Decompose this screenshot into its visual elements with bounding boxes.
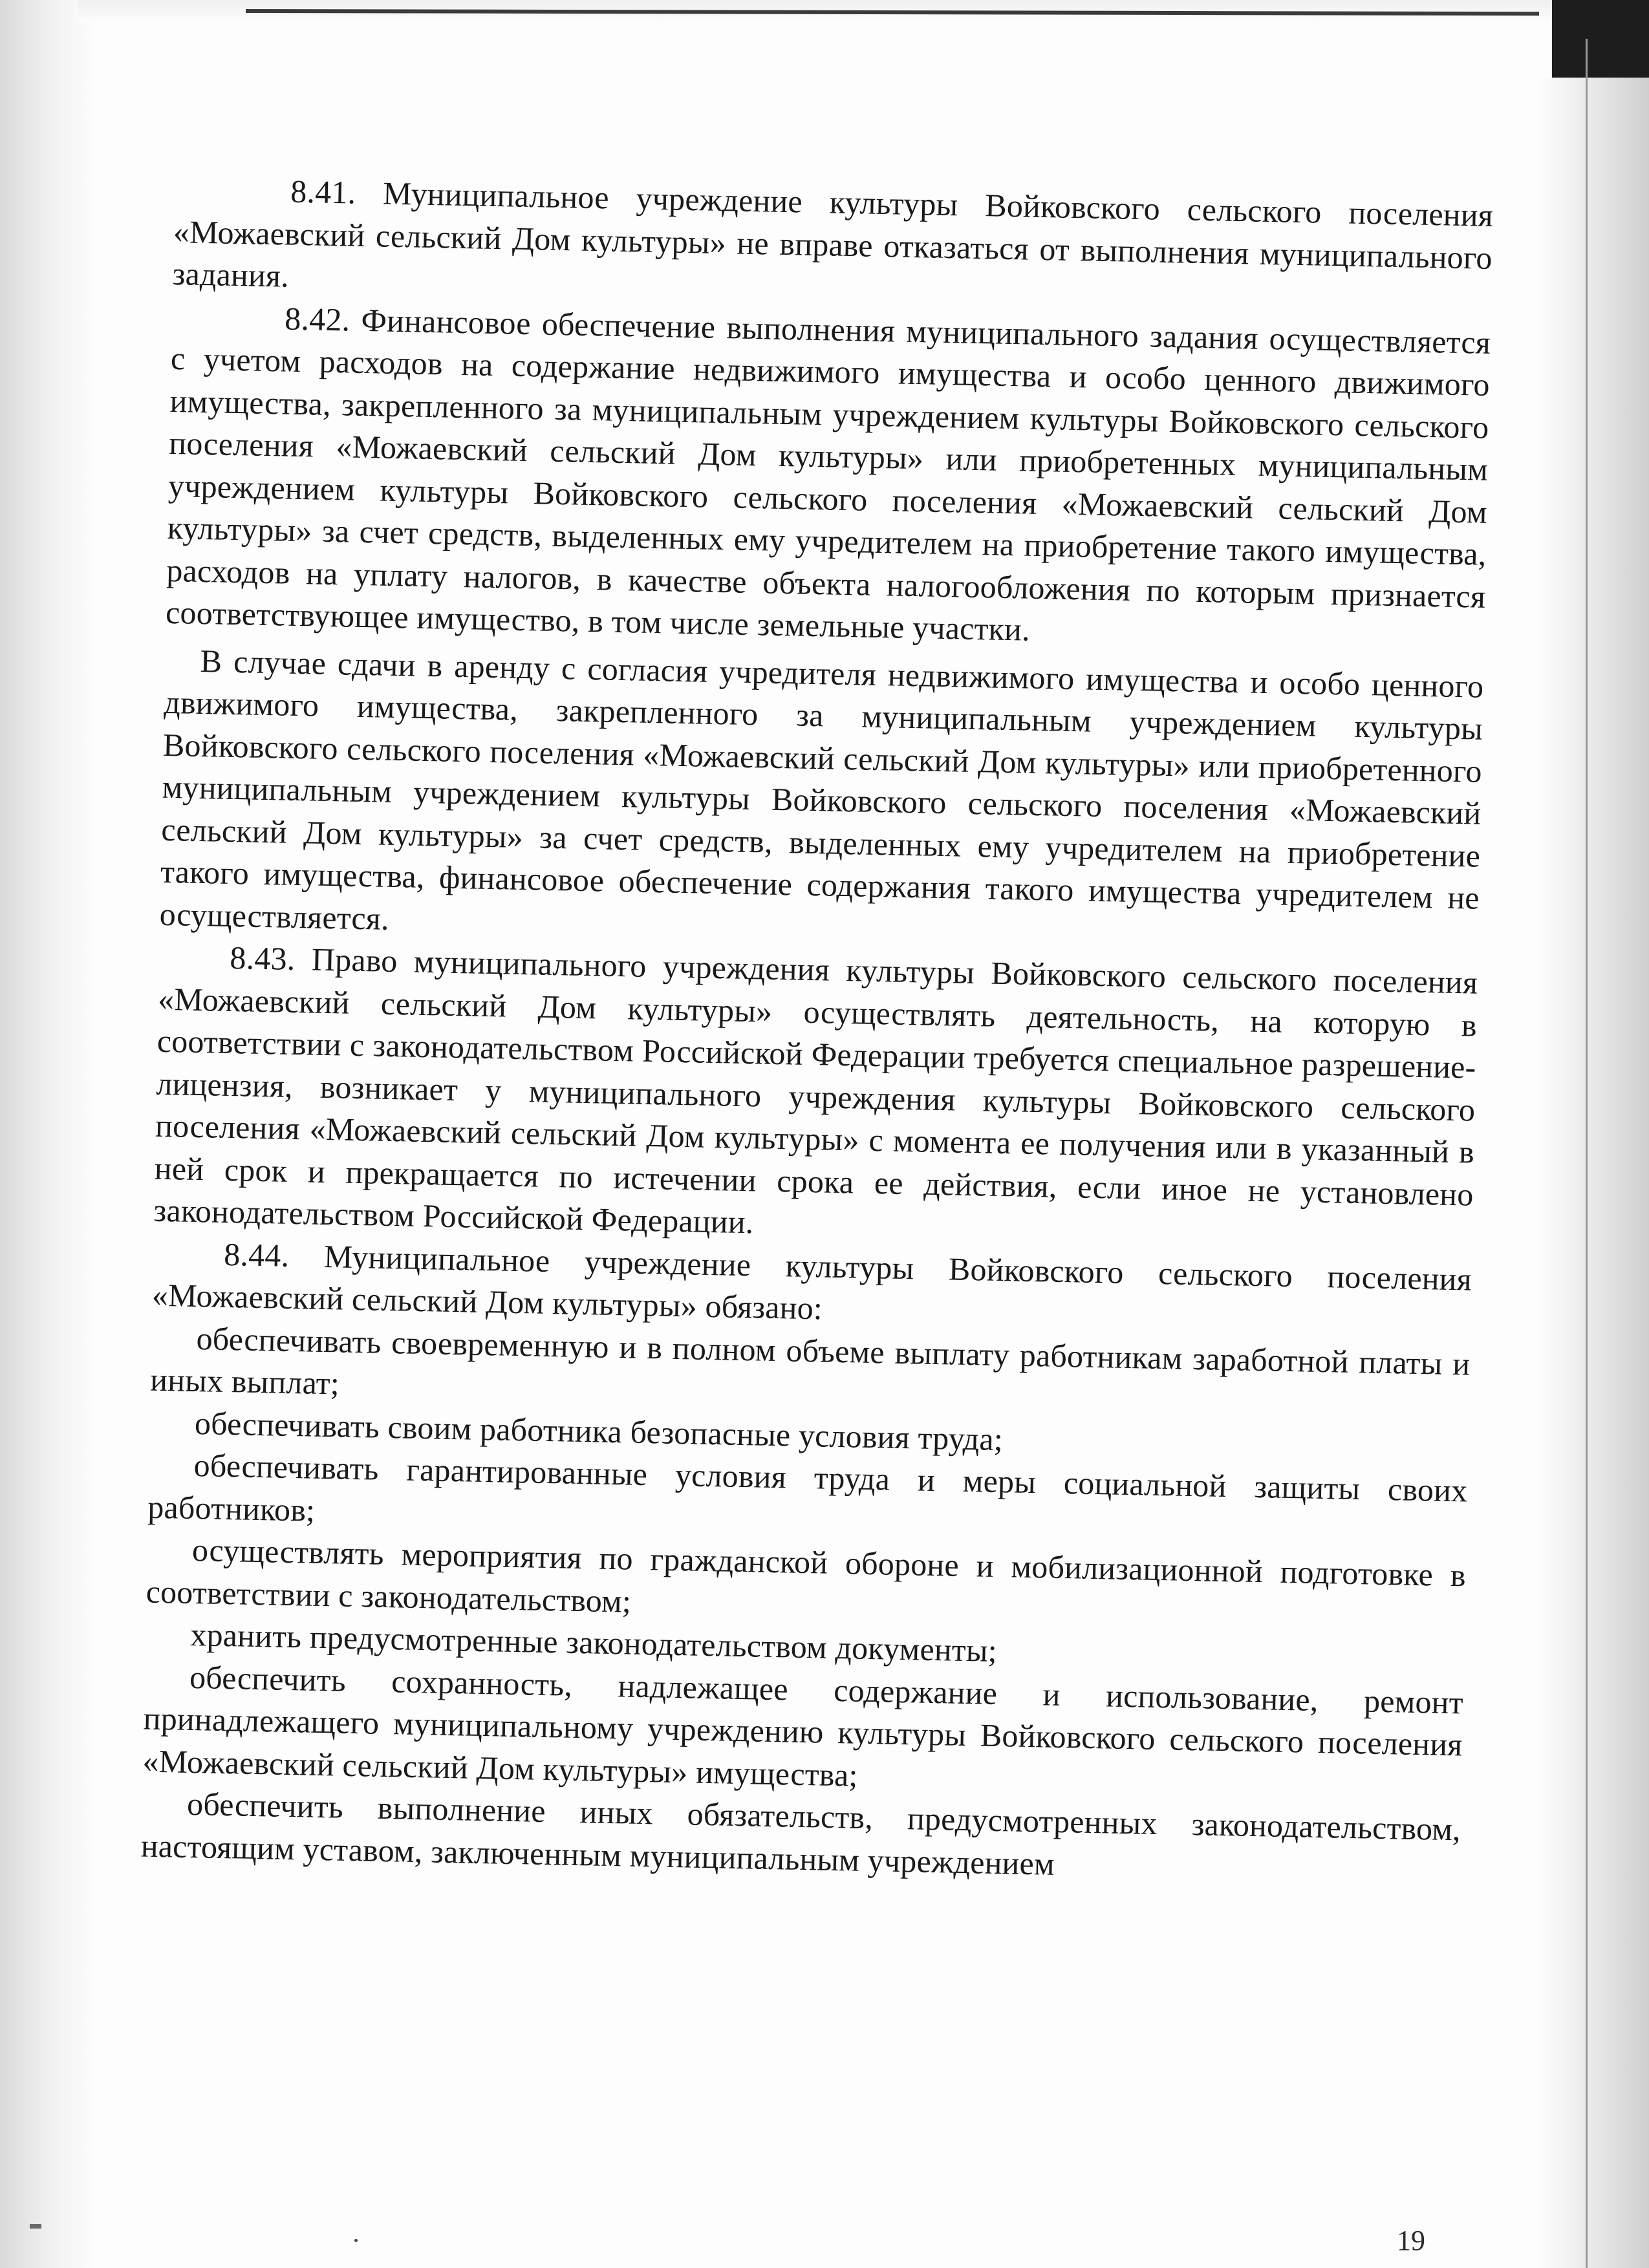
paragraph-8-44: 8.44. Муниципальное учреждение культуры Войковского сельского поселения «Можаевский сельский Дом культуры» обязано: [151,1236,1472,1327]
document-page [140,168,1493,1893]
obligation-item: обеспечивать гарантированные условия труда и меры социальной защиты своих работников; [147,1447,1468,1528]
scan-corner-shadow [1552,0,1649,78]
obligation-item: обеспечивать своевременную и в полном объеме выплату работникам заработной платы и иных выплат; [149,1320,1471,1402]
scan-right-edge [1539,78,1649,2268]
page-number: 19 [1397,2225,1425,2256]
scan-speck [354,2239,358,2242]
obligation-item: обеспечивать своим работника безопасные условия труда; [194,1404,1004,1457]
paragraph-8-42-rent: В случае сдачи в аренду с согласия учредителя недвижимого имущества и особо ценного движимого имущества, закрепленного за муниципальным учреждением культуры Войковского сельского поселения «Можаевский сельский Дом культуры» или приобретенного муниципальным учреждением культуры Войковского сельского поселения «Можаевский сельский Дом культуры» за счет средств, выделенных ему учредителем на приобретение такого имущества, финансовое обеспечение содержания такого имущества учредителем не осуществляется. [159,642,1484,937]
scan-left-mark [30,2224,41,2229]
obligation-item: хранить предусмотренные законодательством документы; [189,1616,998,1669]
paragraph-8-41: 8.41. Муниципальное учреждение культуры Войковского сельского поселения «Можаевский сельский Дом культуры» не вправе отказаться от выполнения муниципального задания. [172,173,1494,294]
scan-right-line [1586,39,1588,2268]
paragraph-8-42: 8.42. Финансовое обеспечение выполнения муниципального задания осуществляется с учетом расходов на содержание недвижимого имущества и особо ценного движимого имущества, закрепленного за муниципальным учреждением культуры Войковского сельского поселения «Можаевский сельский Дом культуры» или приобретенных муниципальным учреждением культуры Войковского сельского поселения «Можаевский сельский Дом культуры» за счет средств, выделенных ему учредителем на приобретение такого имущества, расходов на уплату налогов, в качестве объекта налогообложения по которым признается соответствующее имущество, в том числе земельные участки. [165,299,1491,648]
obligation-item: обеспечить выполнение иных обязательств, предусмотренных законодательством, настоящим уставом, заключенным муниципальным учреждением [140,1785,1461,1882]
obligation-item: обеспечить сохранность, надлежащее содержание и использование, ремонт принадлежащего муниципальному учреждению культуры Войковского сельского поселения «Можаевский сельский Дом культуры» имущества; [142,1658,1464,1793]
scan-left-shadow [0,0,97,2268]
obligation-item: осуществлять мероприятия по гражданской обороне и мобилизационной подготовке в соответствии с законодательством; [146,1531,1467,1620]
paragraph-8-43: 8.43. Право муниципального учреждения культуры Войковского сельского поселения «Можаевский сельский Дом культуры» осуществлять деятельность, на которую в соответствии с законодательством Российской Федерации требуется специальное разрешение- лицензия, возникает у муниципального учреждения культуры Войковского сельского поселения «Можаевский сельский Дом культуры» с момента ее получения или в указанный в ней срок и прекращается по истечении срока ее действия, если иное не установлено законодательством Российской Федерации. [153,939,1478,1241]
